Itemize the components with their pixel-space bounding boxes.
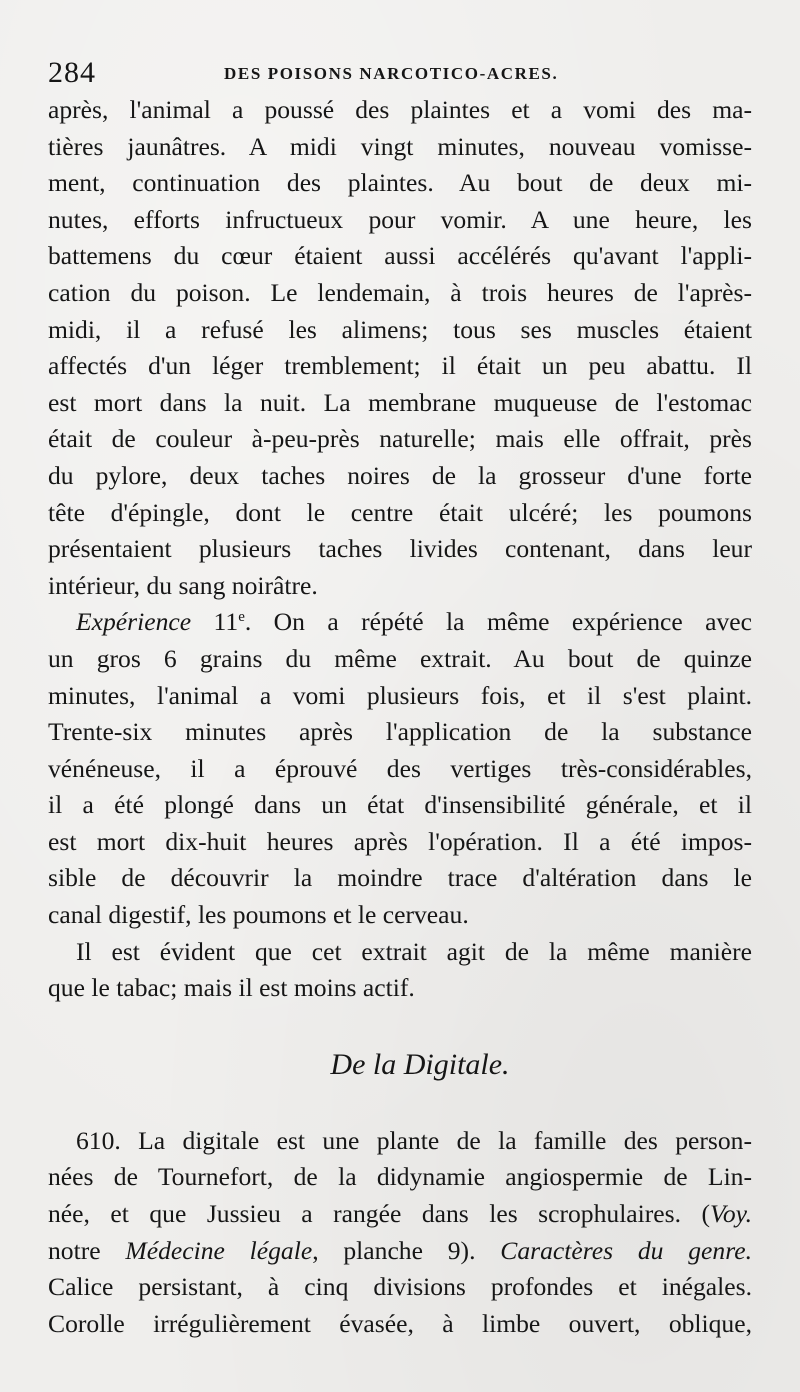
text-line: présentaient plusieurs taches livides contenant, dans leur (48, 534, 752, 564)
experience-text: . On a répété la même expérience avec (244, 607, 752, 637)
text-line-first (48, 604, 752, 641)
text-line: sible de découvrir la moindre trace d'altération dans le (48, 863, 752, 893)
text-line: que le tabac; mais il est moins actif. (48, 973, 415, 1003)
text-segment: née, et que Jussieu a rangée dans les scrophulaires. ( (48, 1199, 711, 1229)
text-segment: notre (48, 1235, 126, 1265)
text-line: du pylore, deux taches noires de la grosseur d'une forte (48, 460, 752, 490)
text-line: minutes, l'animal a vomi plusieurs fois, et il s'est plaint. (48, 680, 752, 710)
paragraph-610 (48, 1123, 752, 1343)
experience-number: 11 (213, 607, 239, 637)
book-title: Médecine légale (125, 1235, 313, 1265)
text-line: intérieur, du sang noirâtre. (48, 570, 318, 600)
text-line: Corolle irrégulièrement évasée, à limbe ouvert, oblique, (48, 1308, 752, 1338)
text-line: tête d'épingle, dont le centre était ulcéré; les poumons (48, 497, 752, 527)
text-line: Calice persistant, à cinq divisions profondes et inégales. (48, 1272, 752, 1302)
text-line: tières jaunâtres. A midi vingt minutes, nouveau vomisse- (48, 131, 752, 161)
text-line: midi, il a refusé les alimens; tous ses muscles étaient (48, 314, 752, 344)
text-line: était de couleur à-peu-près naturelle; mais elle offrait, près (48, 424, 752, 454)
text-line: cation du poison. Le lendemain, à trois heures de l'après- (48, 277, 752, 307)
text-line: nées de Tournefort, de la didynamie angiospermie de Lin- (48, 1162, 752, 1192)
text-line: ment, continuation des plaintes. Au bout de deux mi- (48, 168, 752, 198)
paragraph-experience-11 (48, 604, 752, 933)
text-line: un gros 6 grains du même extrait. Au bout de quinze (48, 643, 752, 673)
running-title: DES POISONS NARCOTICO-ACRES. (224, 64, 559, 83)
experience-label: Expérience (76, 607, 192, 637)
text-line: il a été plongé dans un état d'insensibilité générale, et il (48, 790, 752, 820)
text-line: Il est évident que cet extrait agit de la même manière (76, 936, 752, 966)
text-line: affectés d'un léger tremblement; il était un peu abattu. Il (48, 351, 752, 381)
ordinal-suffix: e (238, 609, 245, 626)
text-line: 610. La digitale est une plante de la famille des person- (76, 1125, 752, 1155)
body-text (48, 92, 752, 1342)
text-segment: , planche 9). (312, 1235, 501, 1265)
text-line: est mort dans la nuit. La membrane muqueuse de l'estomac (48, 387, 752, 417)
text-line: vénéneuse, il a éprouvé des vertiges très-considérables, (48, 753, 752, 783)
text-line: canal digestif, les poumons et le cerveau. (48, 900, 469, 930)
text-line: battemens du cœur étaient aussi accélérés qu'avant l'appli- (48, 241, 752, 271)
running-head (48, 56, 752, 90)
text-line (48, 1196, 752, 1233)
paragraph-conclusion (48, 934, 752, 1007)
paragraph-continuation (48, 92, 752, 604)
section-heading: De la Digitale. (330, 1047, 510, 1081)
genus-characters-label: Caractères du genre. (500, 1235, 752, 1265)
text-segment-italic: Voy. (710, 1199, 752, 1229)
page-number: 284 (48, 56, 96, 89)
text-line (48, 1233, 752, 1270)
text-line: après, l'animal a poussé des plaintes et a vomi des ma- (48, 95, 752, 124)
text-line: nutes, efforts infructueux pour vomir. A une heure, les (48, 204, 752, 234)
text-line: Trente-six minutes après l'application de la substance (48, 717, 752, 747)
text-line: est mort dix-huit heures après l'opération. Il a été impos- (48, 826, 752, 856)
